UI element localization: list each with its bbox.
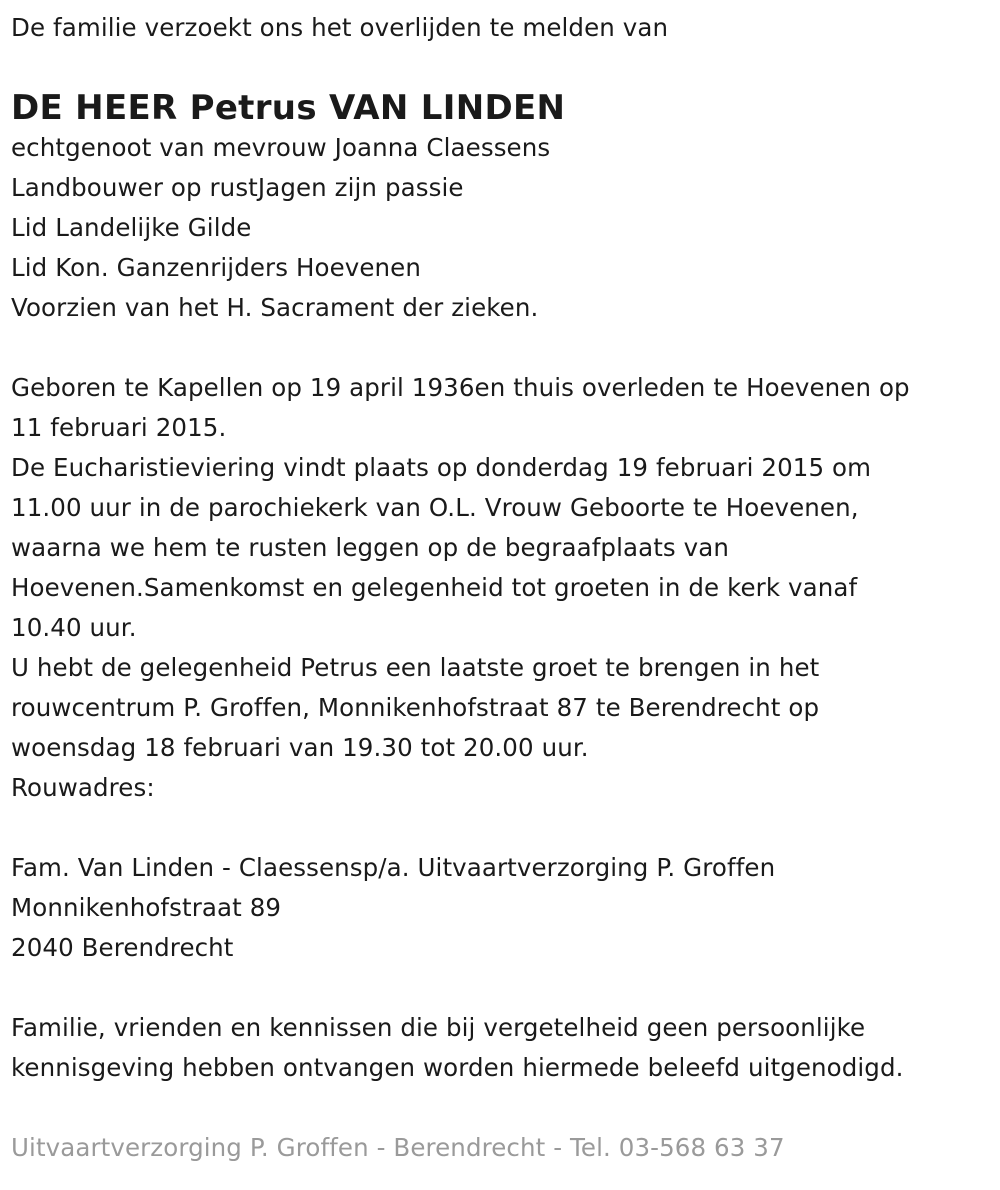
body-line: rouwcentrum P. Groffen, Monnikenhofstraat 87 te Berendrecht op	[11, 693, 820, 722]
deceased-name: DE HEER Petrus VAN LINDEN	[11, 88, 566, 128]
address-line: Monnikenhofstraat 89	[11, 893, 282, 922]
body-line: Geboren te Kapellen op 19 april 1936en thuis overleden te Hoevenen op	[11, 373, 910, 402]
spacer	[11, 1088, 1000, 1128]
body-line: 11.00 uur in de parochiekerk van O.L. Vrouw Geboorte te Hoevenen,	[11, 493, 859, 522]
spacer	[11, 808, 1000, 848]
detail-line: Lid Kon. Ganzenrijders Hoevenen	[11, 253, 421, 282]
body-line: woensdag 18 februari van 19.30 tot 20.00 uur.	[11, 733, 589, 762]
detail-line: Landbouwer op rustJagen zijn passie	[11, 173, 464, 202]
funeral-home-footer: Uitvaartverzorging P. Groffen - Berendrecht - Tel. 03-568 63 37	[11, 1133, 785, 1162]
detail-line: echtgenoot van mevrouw Joanna Claessens	[11, 133, 551, 162]
body-line: De Eucharistieviering vindt plaats op donderdag 19 februari 2015 om	[11, 453, 872, 482]
body-line: 10.40 uur.	[11, 613, 137, 642]
body-line: 11 februari 2015.	[11, 413, 227, 442]
address-line: Fam. Van Linden - Claessensp/a. Uitvaartverzorging P. Groffen	[11, 853, 776, 882]
body-block	[11, 368, 1000, 808]
intro-text: De familie verzoekt ons het overlijden te melden van	[11, 13, 669, 42]
closing-line: Familie, vrienden en kennissen die bij vergetelheid geen persoonlijke	[11, 1013, 866, 1042]
spacer	[11, 328, 1000, 368]
body-line: U hebt de gelegenheid Petrus een laatste groet te brengen in het	[11, 653, 820, 682]
address-block	[11, 848, 1000, 968]
details-block	[11, 128, 1000, 328]
detail-line: Lid Landelijke Gilde	[11, 213, 252, 242]
body-line: Hoevenen.Samenkomst en gelegenheid tot groeten in de kerk vanaf	[11, 573, 858, 602]
address-line: 2040 Berendrecht	[11, 933, 234, 962]
rouwadres-label: Rouwadres:	[11, 773, 155, 802]
detail-line: Voorzien van het H. Sacrament der zieken.	[11, 293, 539, 322]
closing-block	[11, 1008, 1000, 1088]
spacer	[11, 968, 1000, 1008]
closing-line: kennisgeving hebben ontvangen worden hiermede beleefd uitgenodigd.	[11, 1053, 904, 1082]
body-line: waarna we hem te rusten leggen op de begraafplaats van	[11, 533, 730, 562]
